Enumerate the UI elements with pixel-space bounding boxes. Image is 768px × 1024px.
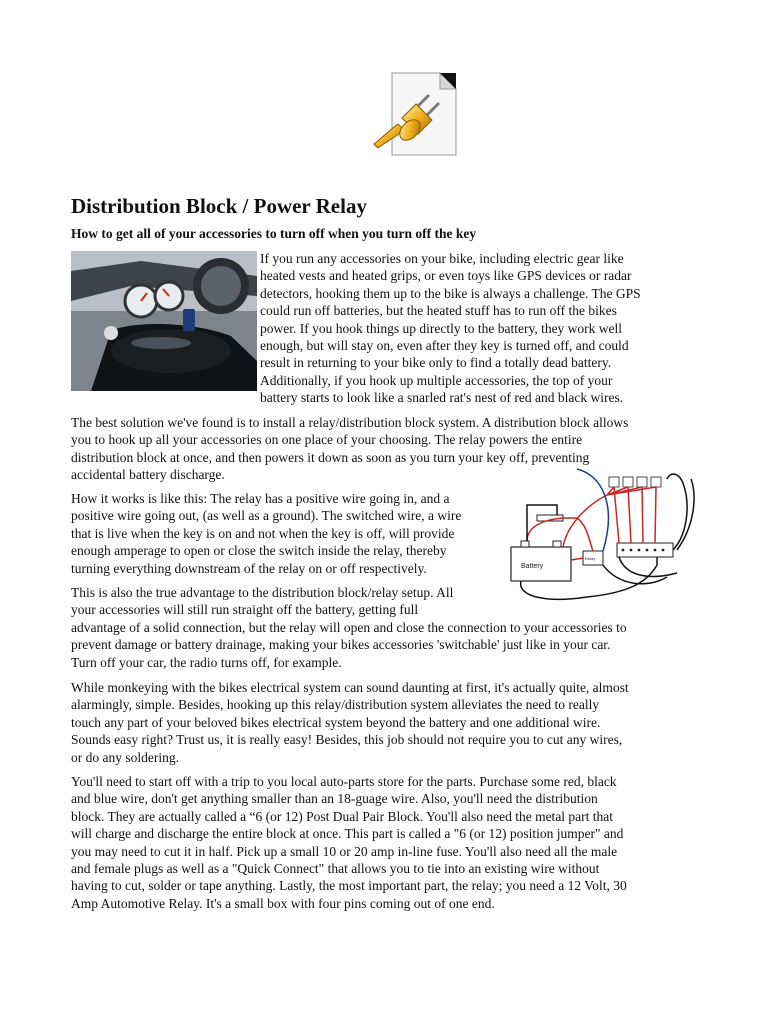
text-line: This is also the true advantage to the distribution block/relay setup. All xyxy=(71,585,454,600)
text-line: and blue wire, don't get anything smaller than an 18-guage wire. Also, you'll need the distribution xyxy=(71,791,598,807)
text-line: and female plugs as well as a "Quick Connect" that allows you to tie into an existing wire without xyxy=(71,861,600,876)
text-line: could run off batteries, but the heated stuff has to run off the bikes xyxy=(260,303,617,319)
text-line: block. They are actually called a “6 (or 12) Post Dual Pair Block. You'll also need the metal part that xyxy=(71,808,614,824)
text-line: Turn off your car, the radio turns off, for example. xyxy=(71,654,342,670)
text-line: accidental battery discharge. xyxy=(71,467,225,483)
text-line: detectors, hooking them up to the bike is always a challenge. The GPS xyxy=(260,285,641,301)
text-line: enough, but will stay on, even after they key is turned off, and could xyxy=(260,338,629,353)
text-line: battery starts to look like a snarled rat's nest of red and black wires. xyxy=(260,390,624,406)
motorcycle-handlebar-photo xyxy=(71,251,257,391)
text-line: Amp Automotive Relay. It's a small box with four pins coming out of one end. xyxy=(71,895,495,911)
text-line: your accessories will still run straight off the battery, getting full xyxy=(71,602,419,618)
page-subtitle: How to get all of your accessories to turn off when you turn off the key xyxy=(71,226,477,241)
text-line: touch any part of your beloved bikes electrical system beyond the battery and one additional wire. xyxy=(71,714,601,730)
text-line: will charge and discharge the entire block at once. This part is called a "6 (or 12) position jumper" and xyxy=(71,826,624,842)
text-line: power. If you hook things up directly to the battery, they work well xyxy=(260,320,623,336)
text-line: or do any soldering. xyxy=(71,749,179,765)
text-line: The best solution we've found is to install a relay/distribution block system. A distribution block allows xyxy=(71,415,629,430)
text-line: You'll need to start off with a trip to you local auto-parts store for the parts. Purchase some red, black xyxy=(71,774,617,789)
text-line: prevent damage or battery drainage, making your bikes accessories 'switchable' just like in your car. xyxy=(71,637,611,653)
text-line: result in returning to your bike only to find a totally dead battery. xyxy=(260,355,612,371)
text-line: alarmingly, simple. Besides, hooking up this relay/distribution system alleviates the need to really xyxy=(71,697,600,713)
text-line: Sounds easy right? Trust us, it is really easy! Besides, this job should not require you to cut any wires, xyxy=(71,732,623,748)
battery-label: Battery xyxy=(521,563,544,570)
text-line: How it works is like this: The relay has a positive wire going in, and a xyxy=(71,491,450,506)
text-line: positive wire going out, (as well as a ground). The switched wire, a wire xyxy=(71,508,462,524)
relay-wiring-diagram xyxy=(507,465,699,607)
text-line: distribution block at once, and then powers it down as soon as you turn your key off, preventing xyxy=(71,449,590,465)
text-line: having to cut, solder or tape anything. Lastly, the most important part, the relay; you need a 12 Volt, 30 xyxy=(71,878,627,894)
text-line: Additionally, if you hook up multiple accessories, the top of your xyxy=(260,372,613,388)
page-title: Distribution Block / Power Relay xyxy=(71,194,367,218)
plug-document-icon xyxy=(370,72,460,158)
text-line: you may need to cut it in half. Pick up a small 10 or 20 amp in-line fuse. You'll also need all the male xyxy=(71,843,618,859)
text-line: you to hook up all your accessories on one place of your choosing. The relay powers the entire xyxy=(71,432,583,448)
text-line: enough amperage to open or close the switch inside the relay, thereby xyxy=(71,543,447,559)
text-line: that is live when the key is on and not when the key is off, will provide xyxy=(71,525,455,541)
text-line: advantage of a solid connection, but the relay will open and close the connection to your accessories to xyxy=(71,619,627,635)
relay-label: Relay xyxy=(585,556,596,561)
text-line: While monkeying with the bikes electrical system can sound daunting at first, it's actually quite, almost xyxy=(71,680,629,695)
text-line: turning everything downstream of the relay on or off respectively. xyxy=(71,560,427,576)
text-line: heated vests and heated grips, or even toys like GPS devices or radar xyxy=(260,268,632,284)
text-line: If you run any accessories on your bike, including electric gear like xyxy=(260,251,624,266)
